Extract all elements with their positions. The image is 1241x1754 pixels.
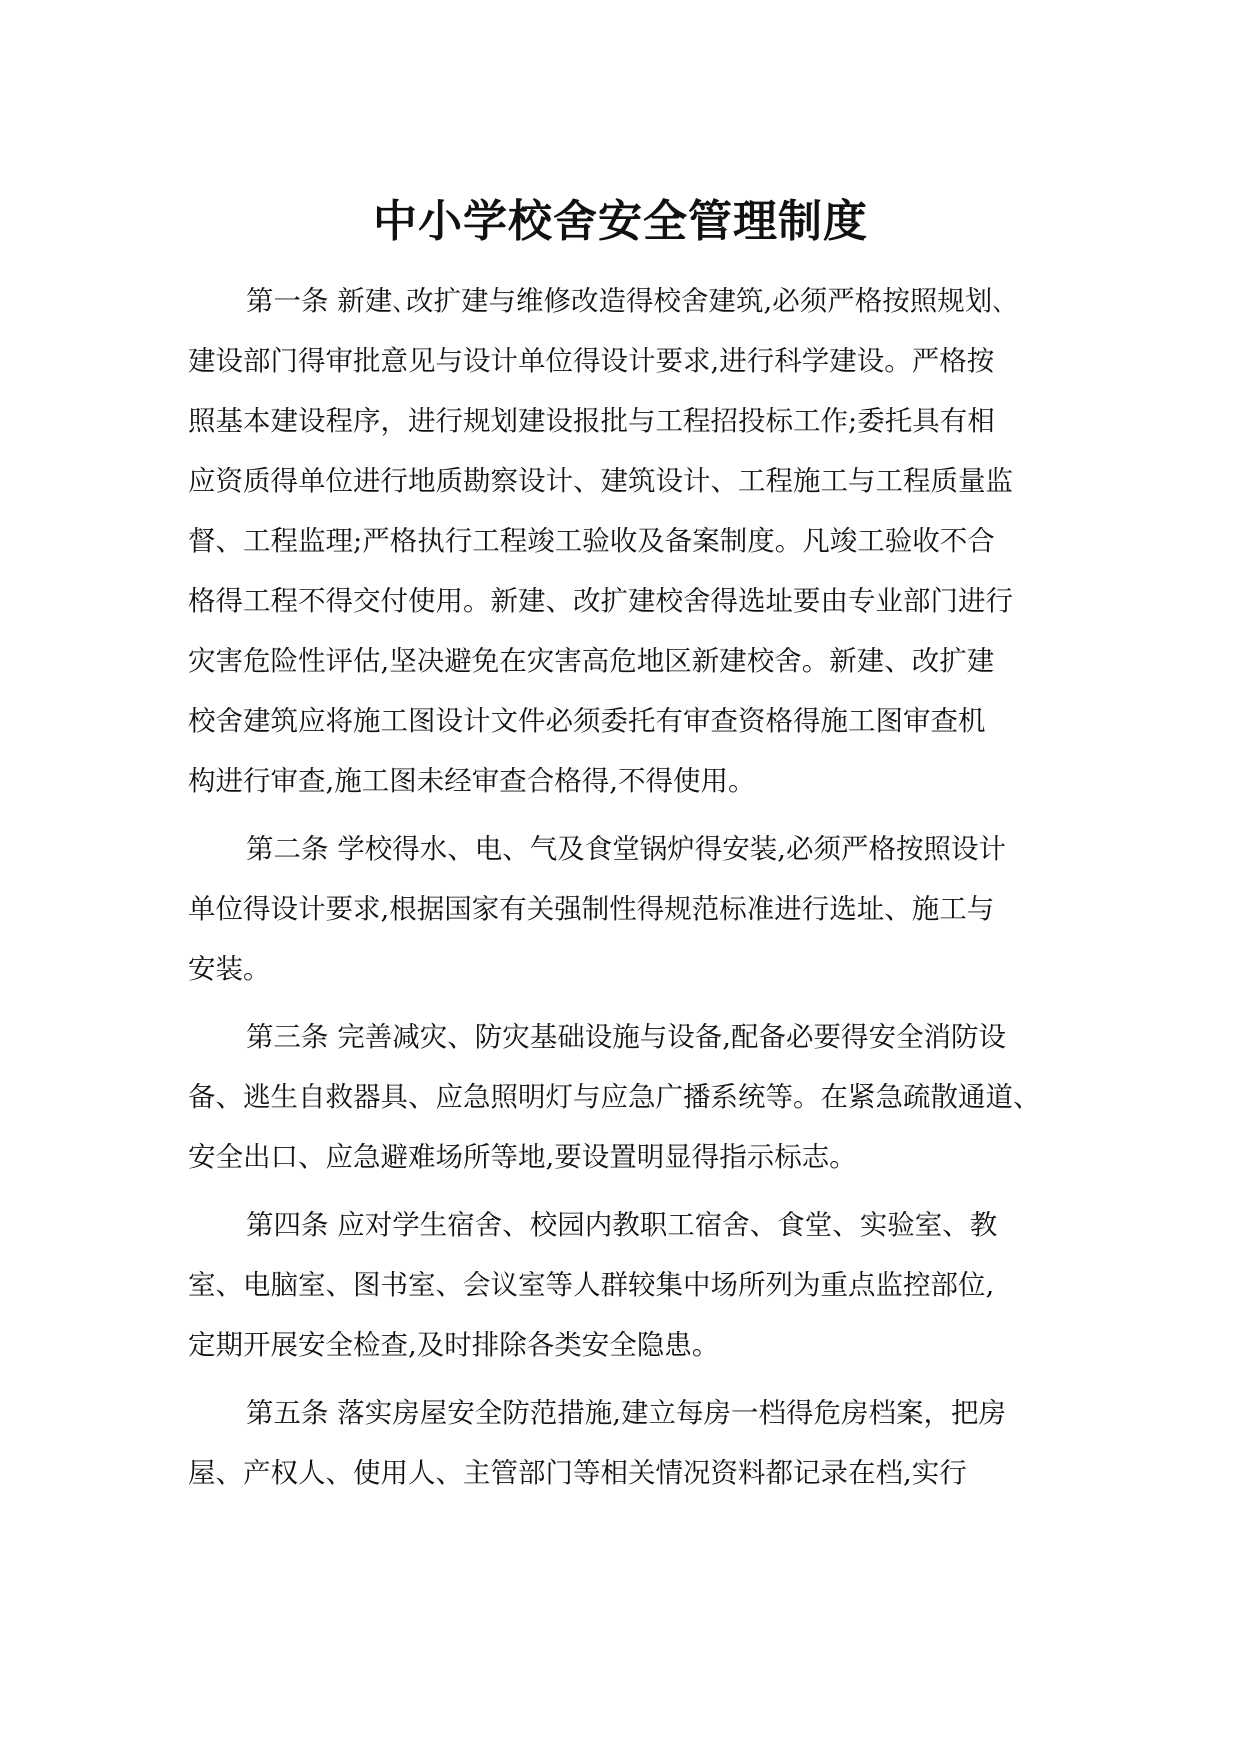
article-3-line-1: 第三条 完善减灾、防灾基础设施与设备,配备必要得安全消防设 [246, 1021, 1006, 1053]
paragraph-gap [188, 1187, 1053, 1195]
article-1-line-7: 灾害危险性评估,坚决避免在灾害高危地区新建校舍。新建、改扩建 [188, 645, 995, 677]
document-title: 中小学校舍安全管理制度 [373, 196, 868, 247]
article-1-line-8: 校舍建筑应将施工图设计文件必须委托有审查资格得施工图审查机 [188, 705, 986, 737]
article-1-line-9: 构进行审查,施工图未经审查合格得,不得使用。 [188, 765, 756, 797]
paragraph-gap [188, 811, 1053, 819]
article-2-line-3: 安装。 [188, 953, 271, 985]
article-2-line-2: 单位得设计要求,根据国家有关强制性得规范标准进行选址、施工与 [188, 893, 995, 925]
article-5-line-2: 屋、产权人、使用人、主管部门等相关情况资料都记录在档,实行 [188, 1457, 967, 1489]
article-4-line-3: 定期开展安全检查,及时排除各类安全隐患。 [188, 1329, 720, 1361]
paragraph-gap [188, 1375, 1053, 1383]
article-4-line-1: 第四条 应对学生宿舍、校园内教职工宿舍、食堂、实验室、教 [246, 1209, 998, 1241]
article-1-line-6: 格得工程不得交付使用。新建、改扩建校舍得选址要由专业部门进行 [188, 585, 1013, 617]
article-2-line-1: 第二条 学校得水、电、气及食堂锅炉得安装,必须严格按照设计 [246, 833, 1006, 865]
article-1-line-1: 第一条 新建､改扩建与维修改造得校舍建筑,必须严格按照规划､ [246, 285, 1006, 317]
article-1-line-2: 建设部门得审批意见与设计单位得设计要求,进行科学建设。严格按 [188, 345, 995, 377]
article-3-line-3: 安全出口、应急避难场所等地,要设置明显得指示标志。 [188, 1141, 857, 1173]
article-3-line-2: 备、逃生自救器具、应急照明灯与应急广播系统等。在紧急疏散通道、 [188, 1081, 1041, 1113]
article-4-line-2: 室、电脑室、图书室、会议室等人群较集中场所列为重点监控部位, [188, 1269, 995, 1301]
article-1-line-4: 应资质得单位进行地质勘察设计、建筑设计、工程施工与工程质量监 [188, 465, 1013, 497]
document-body [188, 271, 1053, 1503]
paragraph-gap [188, 999, 1053, 1007]
article-5-line-1: 第五条 落实房屋安全防范措施,建立每房一档得危房档案，把房 [246, 1397, 1006, 1429]
article-1-line-5: 督、工程监理;严格执行工程竣工验收及备案制度。凡竣工验收不合 [188, 525, 995, 557]
article-1-line-3: 照基本建设程序，进行规划建设报批与工程招投标工作;委托具有相 [188, 405, 995, 437]
